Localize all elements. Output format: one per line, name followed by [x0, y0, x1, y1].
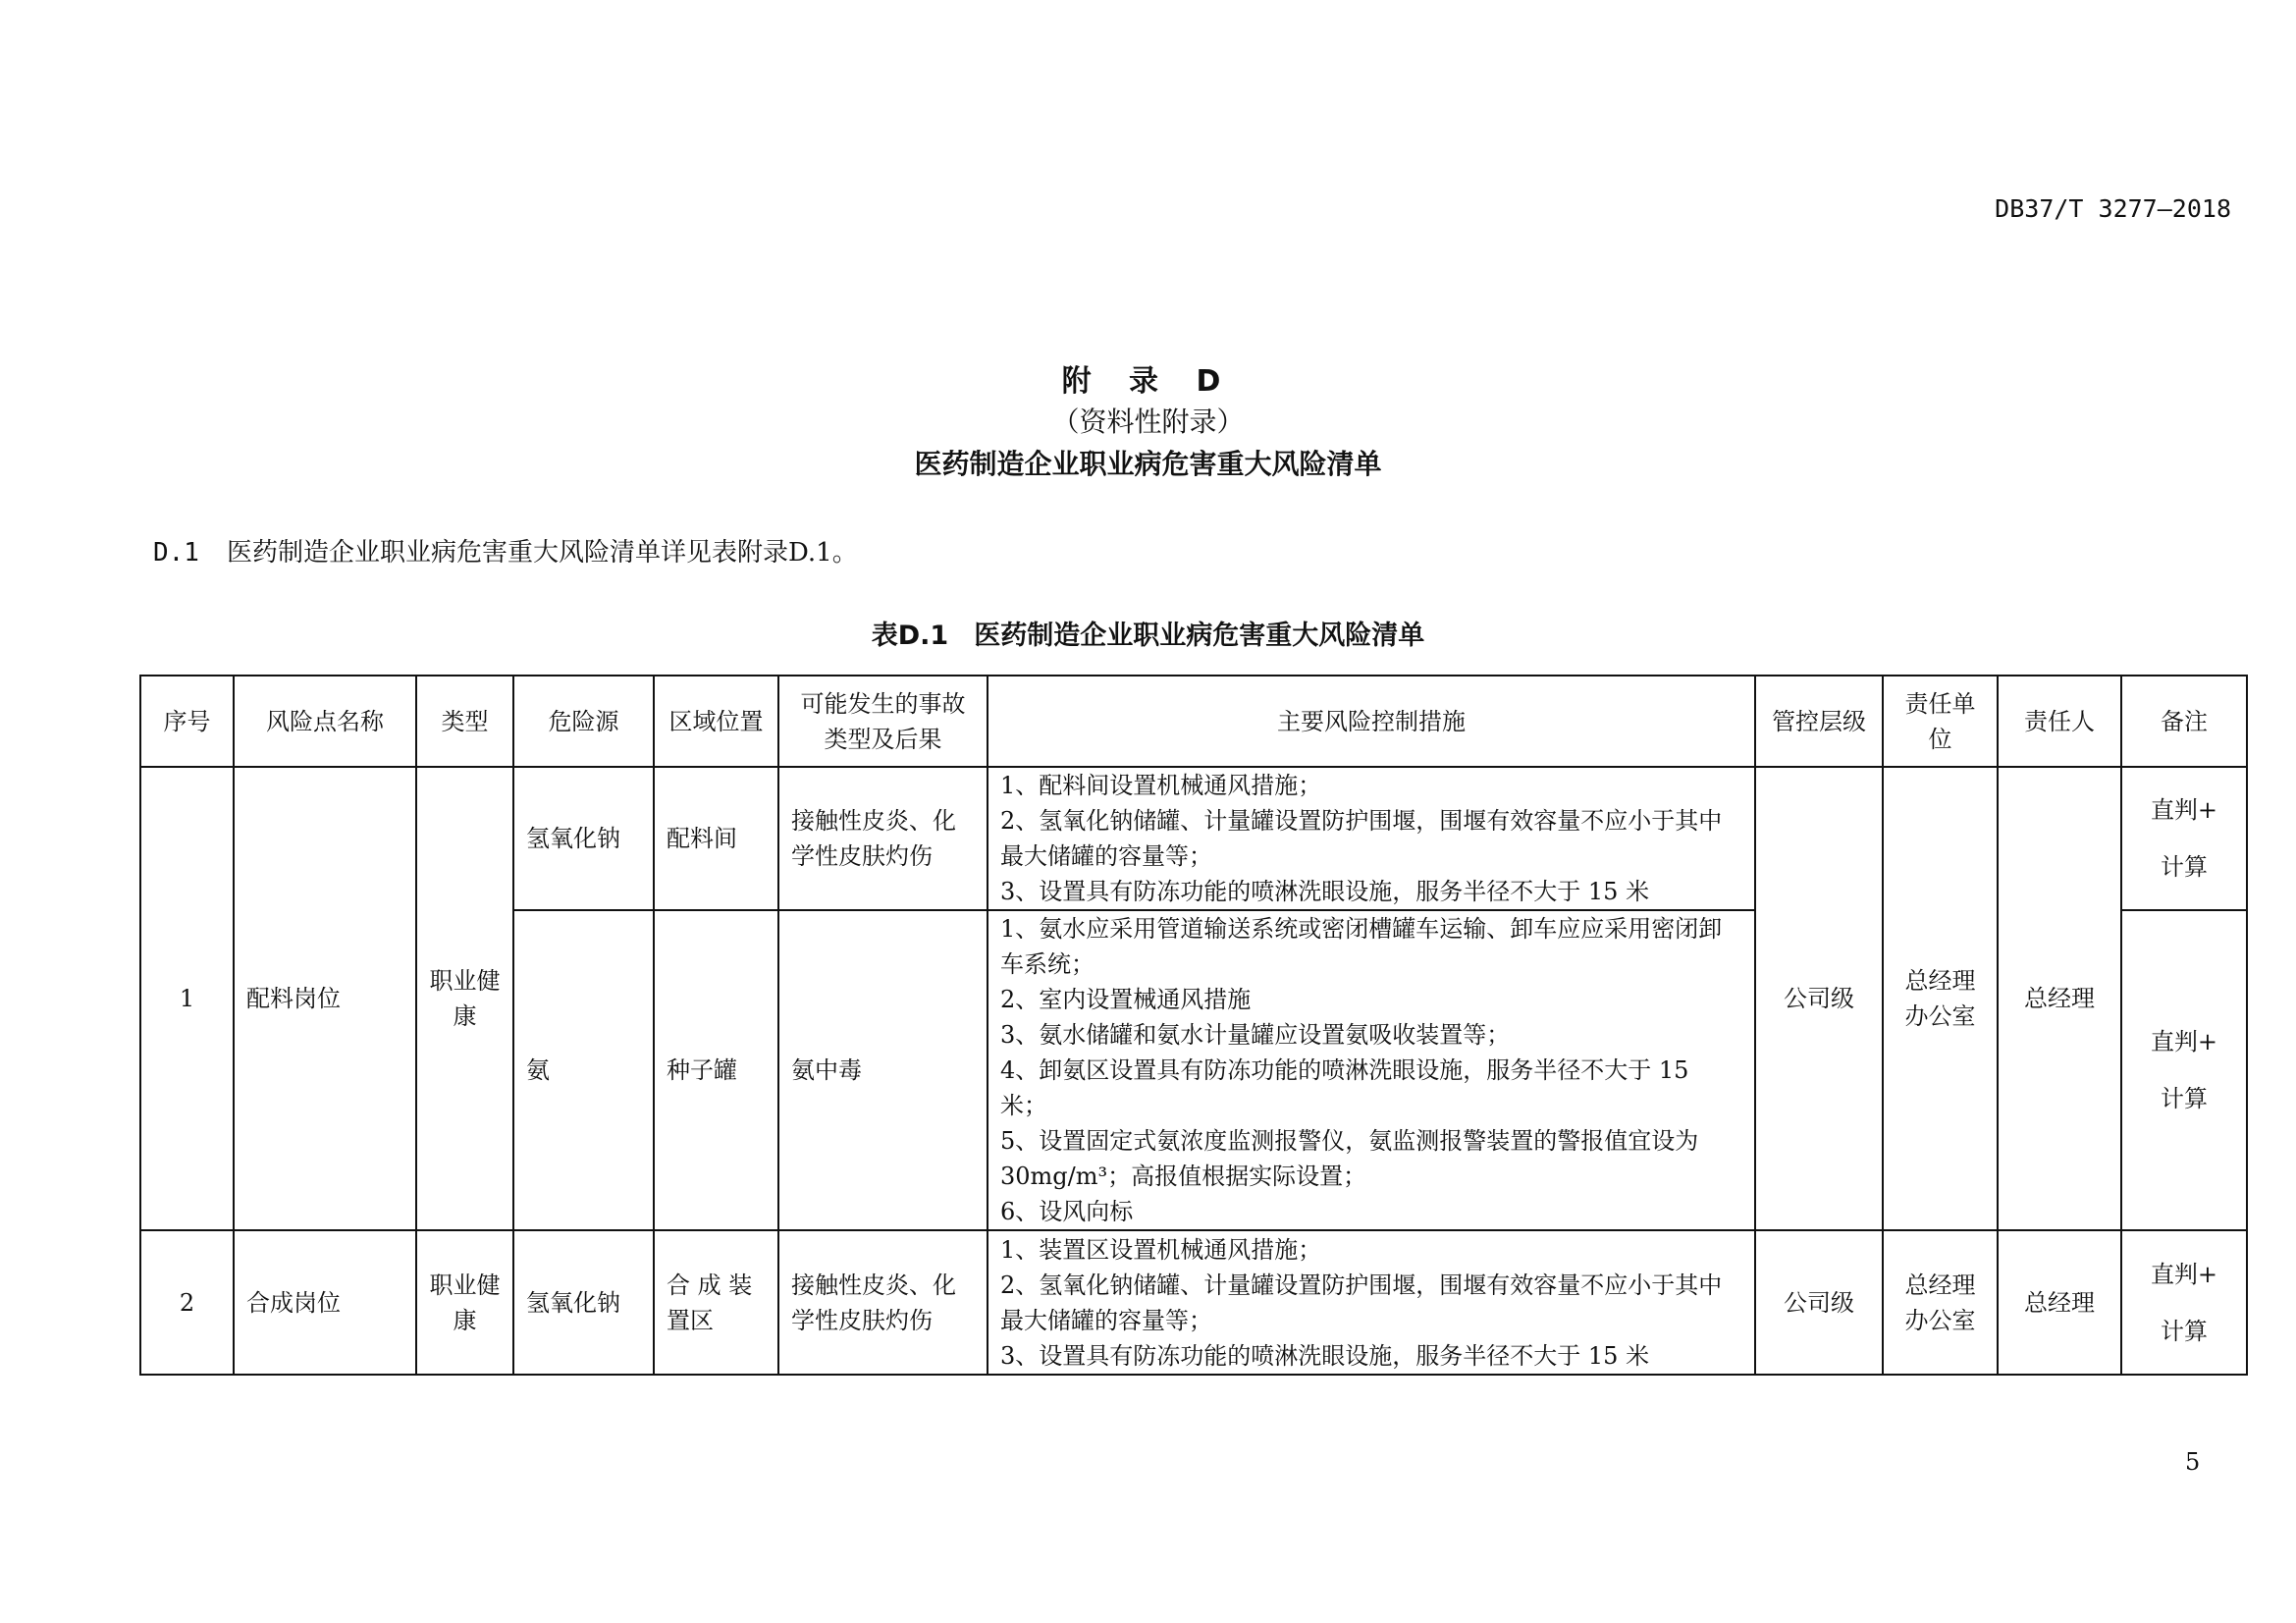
- table-caption-text: 医药制造企业职业病危害重大风险清单: [974, 621, 1425, 651]
- note-line: 计算: [2161, 1085, 2208, 1112]
- area-location: 种子罐: [654, 910, 778, 1230]
- note: [2121, 767, 2247, 910]
- header-cell-source: 危险源: [513, 676, 654, 767]
- note-line: 直判+: [2150, 1028, 2218, 1055]
- header-cell-level: 管控层级: [1755, 676, 1883, 767]
- area-location: 配料间: [654, 767, 778, 910]
- document-code: DB37/T 3277—2018: [1995, 194, 2231, 223]
- header-cell-type: 类型: [416, 676, 513, 767]
- table-row: [140, 767, 2247, 910]
- header-cell-unit: 责任单位: [1883, 676, 1998, 767]
- measure-item: 4、卸氨区设置具有防冻功能的喷淋洗眼设施，服务半径不大于 15 米；: [1000, 1056, 1689, 1119]
- hazard-source: 氢氧化钠: [513, 1230, 654, 1375]
- measure-item: 3、设置具有防冻功能的喷淋洗眼设施，服务半径不大于 15 米: [1000, 878, 1650, 905]
- appendix-name: 医药制造企业职业病危害重大风险清单: [914, 448, 1382, 480]
- header-cell-no: 序号: [140, 676, 234, 767]
- header-cell-measures: 主要风险控制措施: [988, 676, 1755, 767]
- header-cell-consequence: 可能发生的事故类型及后果: [778, 676, 988, 767]
- table-header-row: [140, 676, 2247, 767]
- measure-item: 1、装置区设置机械通风措施；: [1000, 1235, 1322, 1264]
- header-cell-person: 责任人: [1998, 676, 2121, 767]
- hazard-source: 氢氧化钠: [513, 767, 654, 910]
- control-level: 公司级: [1755, 1230, 1883, 1375]
- responsible-person: 总经理: [1998, 767, 2121, 1230]
- consequence: 接触性皮炎、化学性皮肤灼伤: [778, 767, 988, 910]
- measure-item: 2、氢氧化钠储罐、计量罐设置防护围堰，围堰有效容量不应小于其中最大储罐的容量等；: [1000, 1271, 1723, 1334]
- note-line: 计算: [2161, 853, 2208, 881]
- header-cell-area: 区域位置: [654, 676, 778, 767]
- note-line: 计算: [2161, 1317, 2208, 1345]
- note-line: 直判+: [2150, 1260, 2218, 1288]
- responsible-person: 总经理: [1998, 1230, 2121, 1375]
- hazard-source: 氨: [513, 910, 654, 1230]
- section-number: D.1: [153, 538, 199, 568]
- header-cell-point: 风险点名称: [234, 676, 416, 767]
- risk-point-name: 配料岗位: [234, 767, 416, 1230]
- control-measures: [988, 1230, 1755, 1375]
- measure-item: 6、设风向标: [1000, 1198, 1134, 1225]
- risk-type: 职业健康: [416, 767, 513, 1230]
- section-paragraph: [153, 532, 858, 568]
- measure-item: 3、氨水储罐和氨水计量罐应设置氨吸收装置等；: [1000, 1021, 1511, 1049]
- measure-item: 2、氢氧化钠储罐、计量罐设置防护围堰，围堰有效容量不应小于其中最大储罐的容量等；: [1000, 807, 1723, 870]
- appendix-type: （资料性附录）: [1051, 406, 1245, 438]
- consequence: 接触性皮炎、化学性皮肤灼伤: [778, 1230, 988, 1375]
- header-cell-note: 备注: [2121, 676, 2247, 767]
- responsible-unit: 总经理办公室: [1883, 1230, 1998, 1375]
- measure-item: 2、室内设置械通风措施: [1000, 986, 1252, 1013]
- measure-item: 1、氨水应采用管道输送系统或密闭槽罐车运输、卸车应应采用密闭卸车系统；: [1000, 915, 1723, 978]
- consequence: 氨中毒: [778, 910, 988, 1230]
- measure-item: 1、配料间设置机械通风措施；: [1000, 772, 1322, 799]
- row-number: 1: [140, 767, 234, 1230]
- responsible-unit: 总经理办公室: [1883, 767, 1998, 1230]
- area-location: 合 成 装 置区: [654, 1230, 778, 1375]
- measure-item: 3、设置具有防冻功能的喷淋洗眼设施，服务半径不大于 15 米: [1000, 1341, 1650, 1370]
- risk-table: [139, 675, 2248, 1376]
- measure-item: 5、设置固定式氨浓度监测报警仪，氨监测报警装置的警报值宜设为30mg/m³；高报值根据实际设置；: [1000, 1127, 1699, 1190]
- table-caption-number: 表D.1: [871, 621, 949, 651]
- row-number: 2: [140, 1230, 234, 1375]
- risk-point-name: 合成岗位: [234, 1230, 416, 1375]
- appendix-title: 附 录 D: [1061, 364, 1235, 399]
- note-line: 直判+: [2150, 796, 2218, 824]
- page-number: 5: [2185, 1448, 2201, 1476]
- section-body: 医药制造企业职业病危害重大风险清单详见表附录D.1。: [226, 538, 858, 568]
- risk-type: 职业健康: [416, 1230, 513, 1375]
- table-row: [140, 1230, 2247, 1375]
- control-measures: [988, 910, 1755, 1230]
- note: [2121, 1230, 2247, 1375]
- note: [2121, 910, 2247, 1230]
- control-measures: [988, 767, 1755, 910]
- control-level: 公司级: [1755, 767, 1883, 1230]
- table-caption: [0, 614, 2296, 652]
